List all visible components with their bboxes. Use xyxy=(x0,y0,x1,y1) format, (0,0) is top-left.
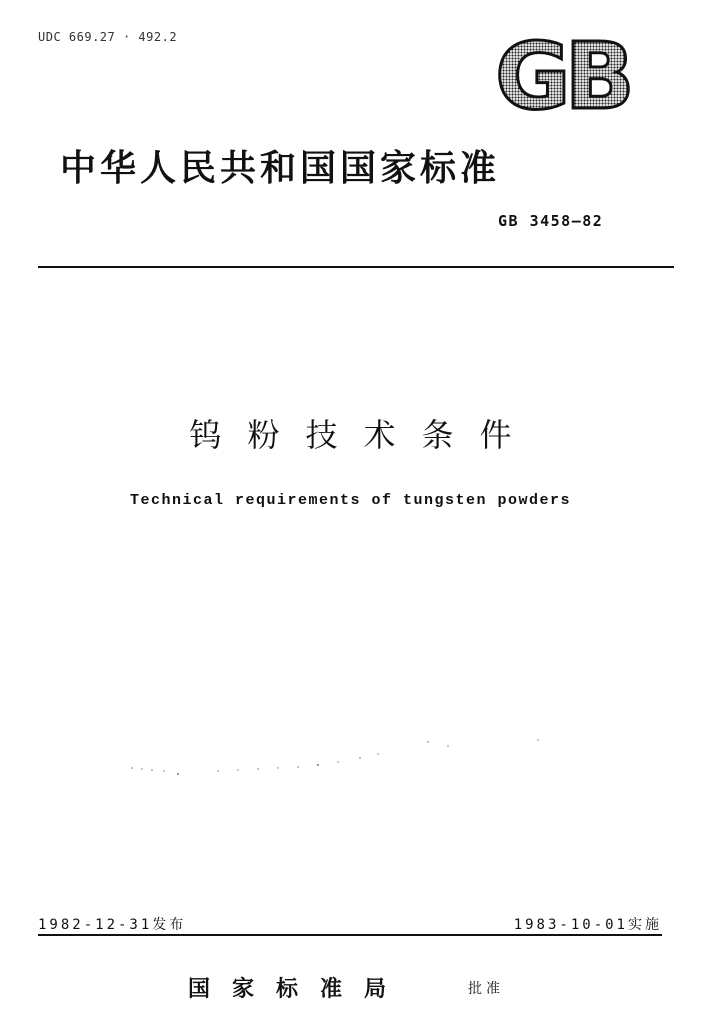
footer-divider xyxy=(38,934,662,936)
document-title-chinese: 钨粉技术条件 xyxy=(189,416,538,454)
header-divider xyxy=(38,266,674,268)
udc-classification: UDC 669.27 · 492.2 xyxy=(38,30,178,44)
implementation-date: 1983-10-01实施 xyxy=(513,917,662,933)
approval-note: 批准 xyxy=(468,981,504,997)
standard-number: GB 3458—82 xyxy=(498,212,604,230)
document-title-english: Technical requirements of tungsten powders xyxy=(129,492,572,509)
scan-artifact-specks xyxy=(128,738,548,778)
gb-logo xyxy=(484,30,640,118)
issuing-authority-title: 中华人民共和国国家标准 xyxy=(60,147,501,189)
approving-authority: 国家标准局 xyxy=(188,976,409,1002)
issue-date: 1982-12-31发布 xyxy=(38,917,187,933)
gb-logo-lettering: GB xyxy=(495,30,629,118)
